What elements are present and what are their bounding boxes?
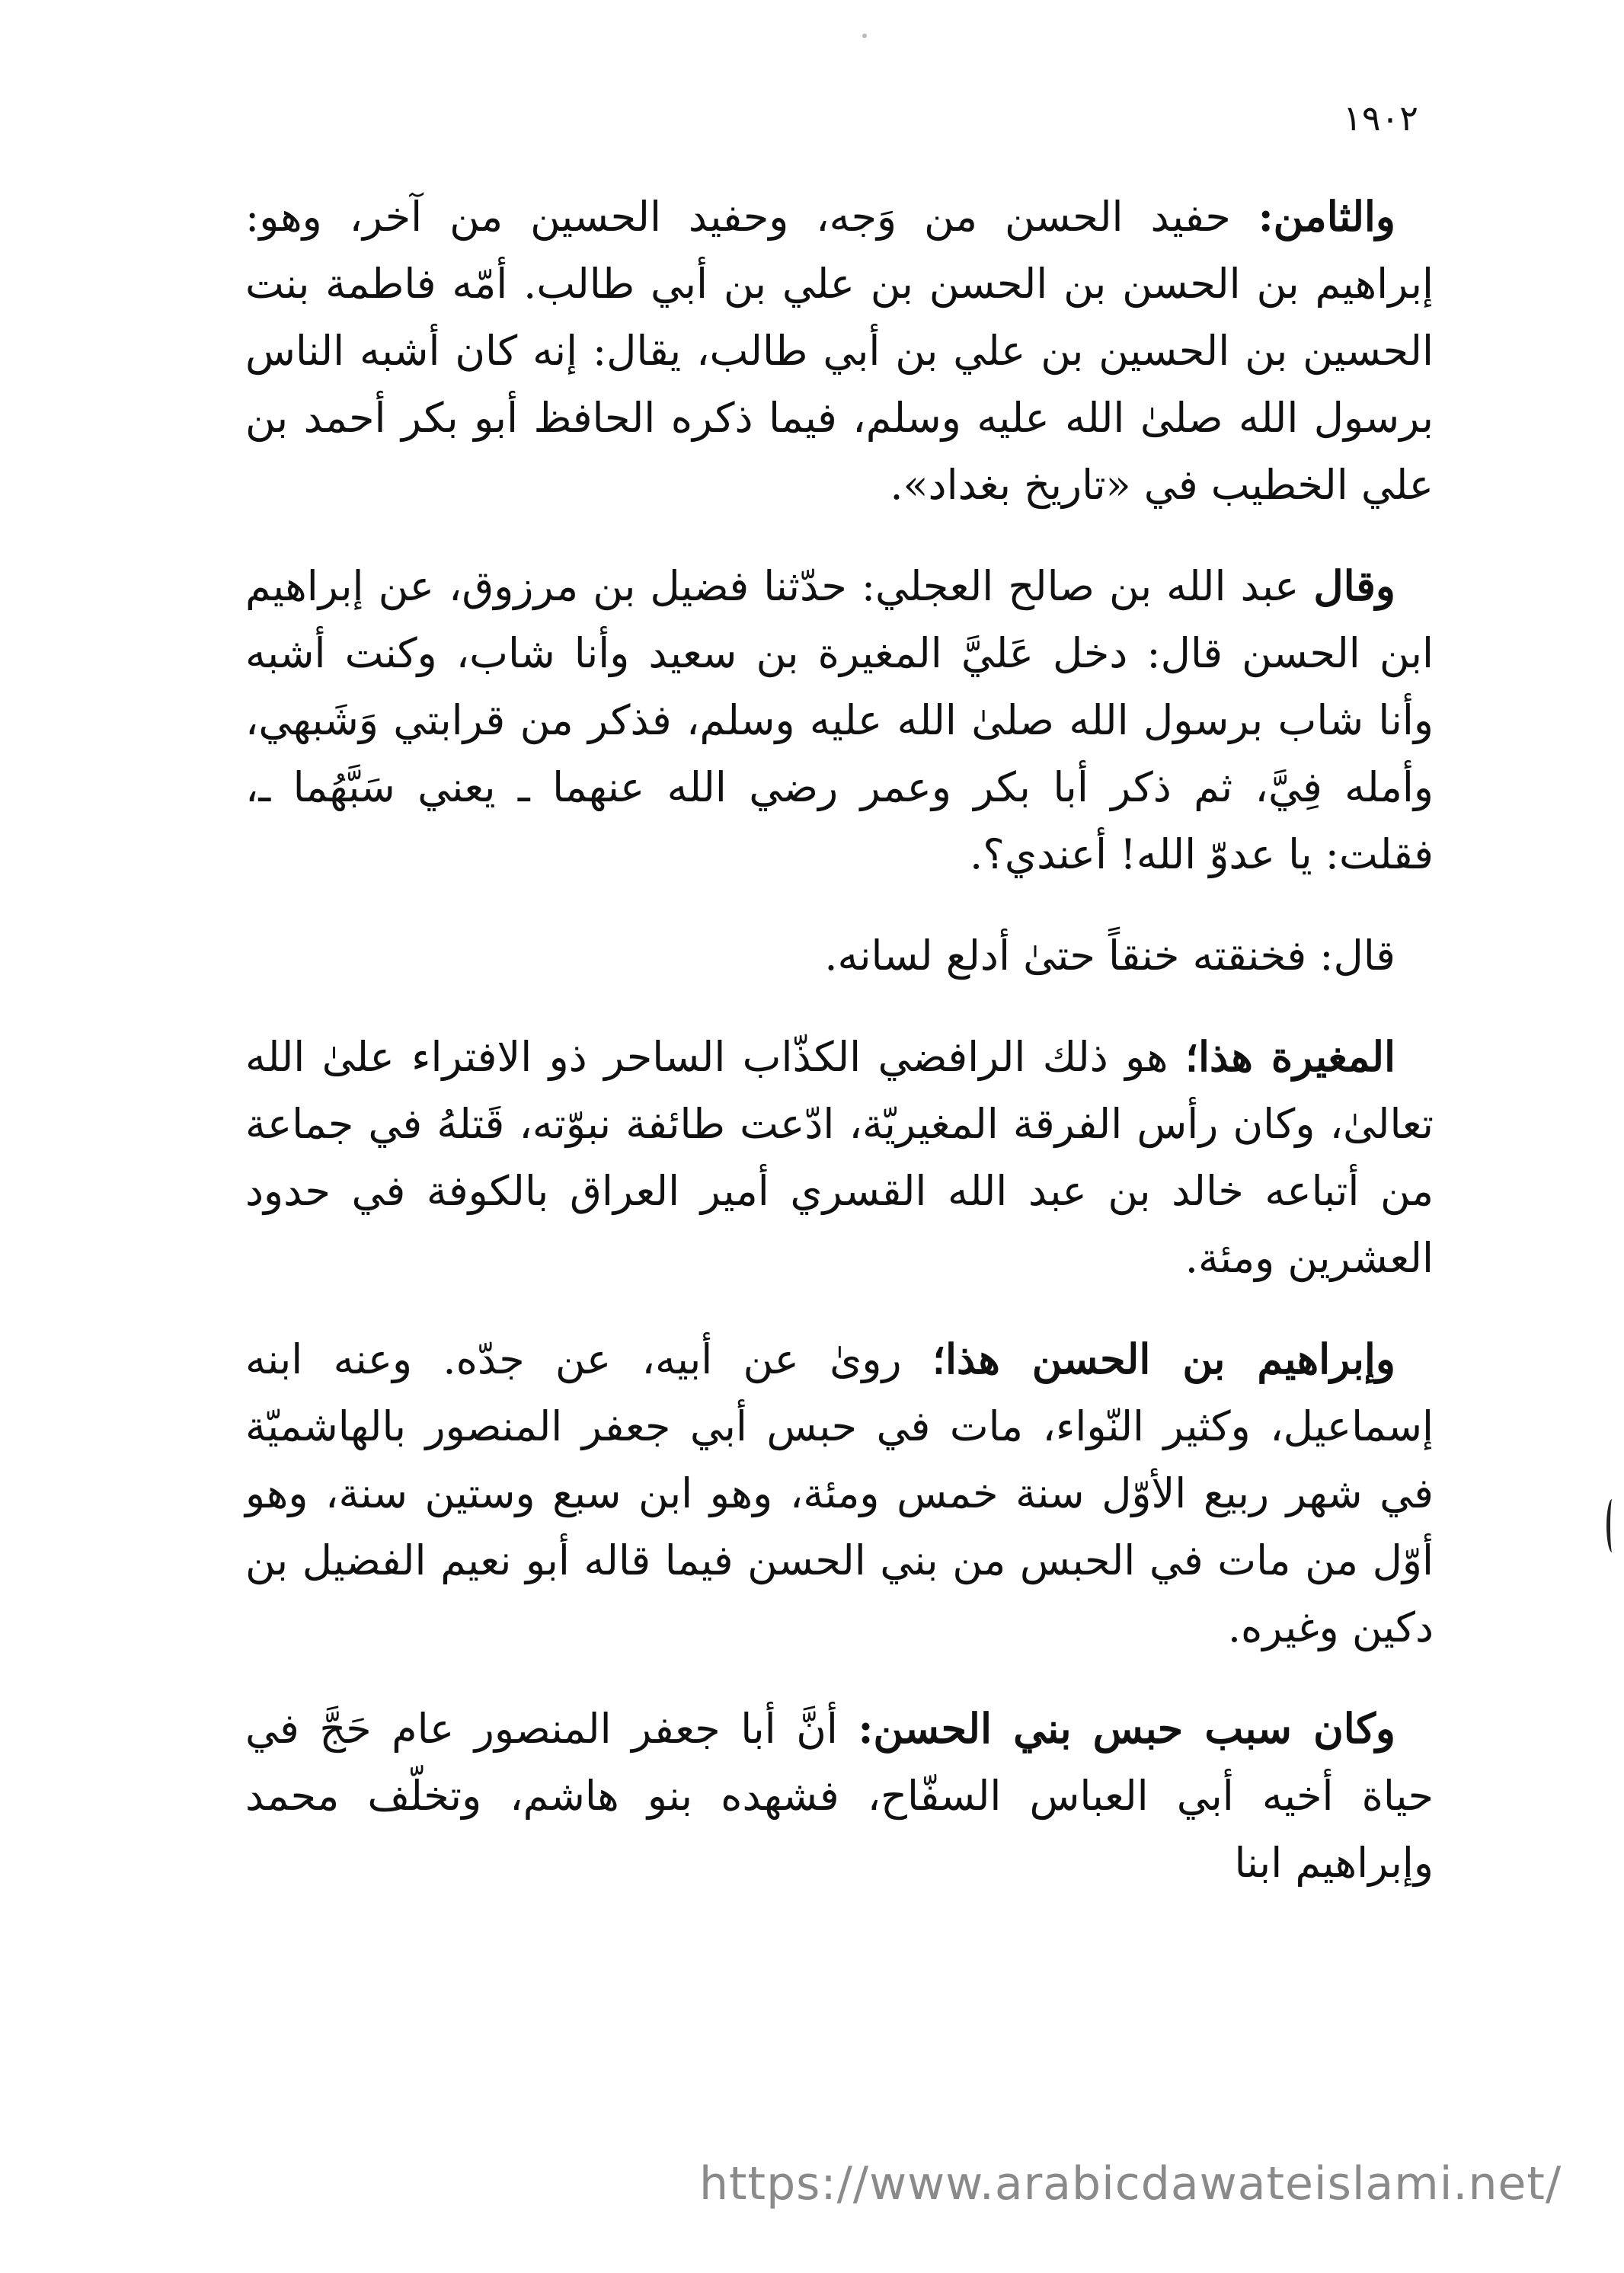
- paragraph-text: أنَّ أبا جعفر المنصور عام حَجَّ في حياة أخيه أبي العباس السفّاح، فشهده بنو هاشم، وتخلّف محمد وإبراهيم ابنا: [245, 1705, 1434, 1887]
- paragraph-text: روىٰ عن أبيه، عن جدّه. وعنه ابنه إسماعيل، وكثير النّواء، مات في حبس أبي جعفر المنصور بالهاشميّة في شهر ربيع الأوّل سنة خمس ومئة، وهو ابن سبع وستين سنة، وهو أوّل من مات في الحبس من بني الحسن فيما قاله أبو نعيم الفضيل بن دكين وغيره.: [245, 1335, 1434, 1651]
- paragraph-text: هو ذلك الرافضي الكذّاب الساحر ذو الافتراء علىٰ الله تعالىٰ، وكان رأس الفرقة المغيريّة، ادّعت طائفة نبوّته، قَتلهُ في جماعة من أتباعه خالد بن عبد الله القسري أمير العراق بالكوفة في حدود العشرين ومئة.: [245, 1033, 1434, 1282]
- paragraph-2: [245, 552, 1434, 888]
- paragraph-text: حفيد الحسن من وَجه، وحفيد الحسين من آخر، وهو: إبراهيم بن الحسن بن الحسن بن علي بن أبي طالب. أمّه فاطمة بنت الحسين بن الحسين بن علي بن أبي طالب، يقال: إنه كان أشبه الناس برسول الله صلىٰ الله عليه وسلم، فيما ذكره الحافظ أبو بكر أحمد بن علي الخطيب في «تاريخ بغداد».: [245, 193, 1434, 509]
- page-number: ١٩٠٢: [1343, 98, 1418, 139]
- paragraph-4: [245, 1023, 1434, 1292]
- paragraph-lead: المغيرة هذا؛: [1184, 1032, 1395, 1081]
- paragraph-1: [245, 183, 1434, 519]
- body-text: [245, 183, 1434, 1930]
- paragraph-6: [245, 1695, 1434, 1897]
- paragraph-lead: والثامن:: [1258, 192, 1395, 241]
- watermark-url: https://www.arabicdawateislami.net/: [699, 2157, 1562, 2211]
- paragraph-text: عبد الله بن صالح العجلي: حدّثنا فضيل بن مرزوق، عن إبراهيم ابن الحسن قال: دخل عَليَّ المغيرة بن سعيد وأنا شاب، وكنت أشبه وأنا شاب برسول الله صلىٰ الله عليه وسلم، فذكر من قرابتي وَشَبهي، وأمله فِيَّ، ثم ذكر أبا بكر وعمر رضي الله عنهما ـ يعني سَبَّهُما ـ، فقلت: يا عدوّ الله! أعندي؟.: [245, 562, 1434, 878]
- scan-dot: [862, 34, 867, 38]
- paragraph-lead: وكان سبب حبس بني الحسن:: [858, 1704, 1395, 1753]
- paragraph-text: قال: فخنقته خنقاً حتىٰ أدلع لسانه.: [824, 932, 1395, 980]
- paragraph-lead: وإبراهيم بن الحسن هذا؛: [932, 1335, 1396, 1383]
- paragraph-5: [245, 1325, 1434, 1661]
- paragraph-lead: وقال: [1313, 561, 1395, 610]
- paragraph-3: [245, 922, 1434, 989]
- margin-bracket-mark: [1606, 1499, 1618, 1552]
